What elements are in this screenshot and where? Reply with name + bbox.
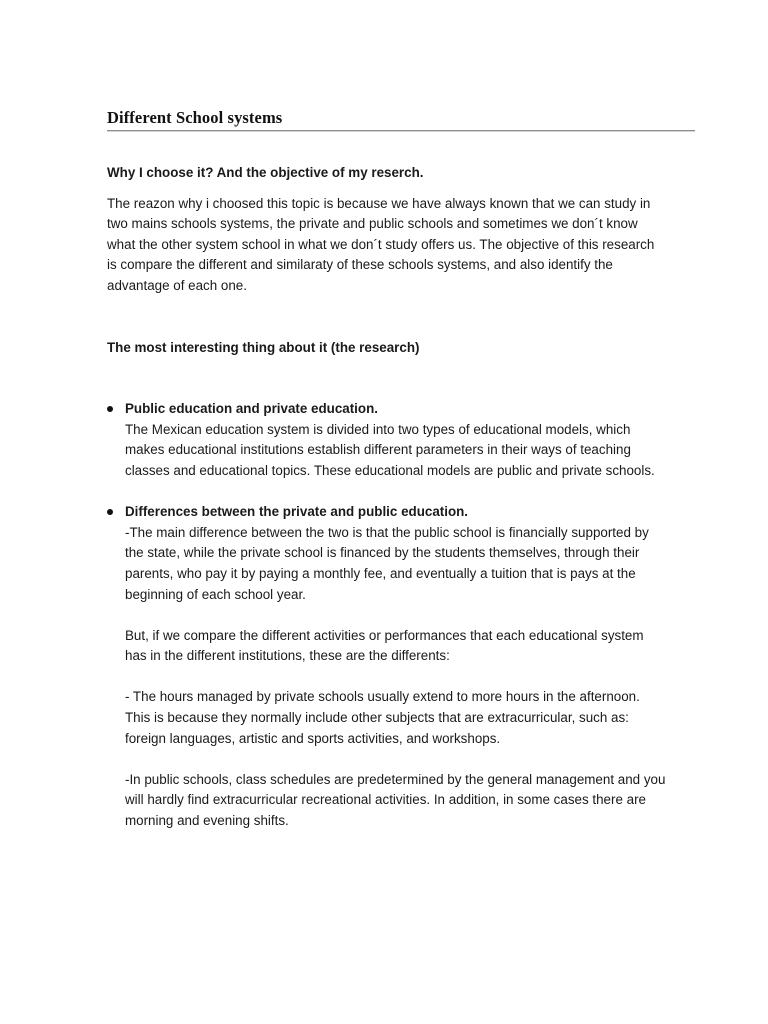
- spacer: [125, 605, 667, 626]
- spacer: [107, 184, 667, 194]
- section1-paragraph: The reazon why i choosed this topic is because we have always known that we can study in two mains schools systems, the private and public schools and sometimes we don´t know what the other system school in what we don´t study offers us. The objective of this research is compare the different and similaraty of these schools systems, and also identify the advantage of each one.: [107, 195, 655, 293]
- bullet2-paragraph-3: - The hours managed by private schools usually extend to more hours in the afternoon. This is because they normally include other subjects that are extracurricular, such as: foreign languages, artistic and sports activities, and workshops.: [125, 689, 640, 746]
- bullet-dot-icon: [107, 406, 113, 412]
- spacer: [125, 749, 667, 770]
- bullet-list: [107, 399, 667, 831]
- document-title: Different School systems: [107, 108, 283, 127]
- section1-heading: Why I choose it? And the objective of my reserch.: [107, 165, 424, 180]
- bullet-item-public-private: [107, 399, 667, 481]
- spacer: [107, 297, 667, 338]
- bullet1-paragraph: The Mexican education system is divided into two types of educational models, which makes educational institutions establish different parameters in their ways of teaching classes and educational topics. These educational models are public and private schools.: [125, 421, 655, 478]
- bullet-item-differences: [107, 502, 667, 832]
- spacer: [107, 358, 667, 399]
- bullet2-heading: Differences between the private and public education.: [125, 504, 469, 520]
- section2-heading: The most interesting thing about it (the research): [107, 339, 420, 355]
- document-body: [107, 163, 667, 832]
- bullet1-heading: Public education and private education.: [125, 401, 378, 417]
- bullet2-paragraph-4: -In public schools, class schedules are predetermined by the general management and you will hardly find extracurricular recreational activities. In addition, in some cases there are morning and evening shifts.: [125, 771, 666, 829]
- title-underline-shadow: [107, 131, 695, 132]
- bullet-dot-icon: [107, 509, 113, 515]
- bullet2-paragraph-1: -The main difference between the two is that the public school is financially supported by the state, while the private school is financed by the students themselves, through their parents, who pay it by paying a monthly fee, and eventually a tuition that is pays at the beginning of each school year.: [125, 524, 649, 602]
- spacer: [125, 667, 667, 688]
- bullet2-paragraph-2: But, if we compare the different activities or performances that each educational system has in the different institutions, these are the differents:: [125, 627, 644, 664]
